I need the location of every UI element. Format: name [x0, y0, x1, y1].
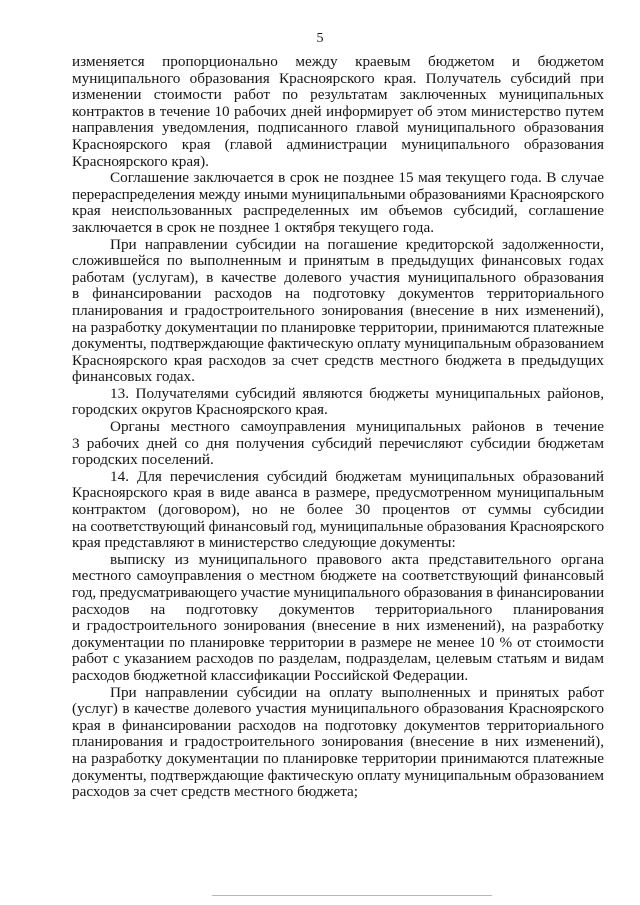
text-line: год, предусматривающего участие муниципального образования в финансировании	[72, 584, 604, 601]
text-line: перераспределения между иными муниципальными образованиями Красноярского	[72, 185, 604, 203]
text-line: сложившейся по выполненным и принятым в предыдущих финансовых годах	[72, 252, 604, 270]
text-line: документы, подтверждающие фактическую оплату муниципальным образованием	[72, 335, 604, 353]
text-line: Красноярского края).	[72, 152, 209, 170]
text-line: работ с указанием расходов по разделам, подразделам, целевым статьям и видам	[72, 650, 604, 668]
text-line: планирования и градостроительного зонирования (внесение в них изменений),	[72, 301, 604, 319]
text-line: на разработку документации по планировке территории принимаются платежные	[72, 749, 604, 767]
text-line: городских округов Красноярского края.	[72, 401, 328, 419]
text-line: края в финансировании расходов на подготовку документов территориального	[72, 716, 604, 734]
body-text	[72, 54, 604, 801]
text-line: края неиспользованных распределенных им объемов субсидий, соглашение	[72, 202, 604, 220]
text-line: финансовых годах.	[72, 368, 195, 386]
text-line: на разработку документации по планировке территории, принимаются платежные	[72, 318, 604, 336]
text-line: края представляют в министерство следующие документы:	[72, 534, 456, 552]
text-line: работам (услугам), в качестве долевого участия муниципального образования	[72, 268, 604, 286]
text-line: При направлении субсидии на оплату выполненных и принятых работ	[110, 683, 604, 701]
text-line: документы, подтверждающие фактическую оплату муниципальным образованием	[72, 766, 604, 784]
text-line: контрактов в течение 10 рабочих дней информирует об этом министерство путем	[72, 102, 604, 120]
text-line: Органы местного самоуправления муниципальных районов в течение	[110, 418, 604, 436]
footer-rule	[212, 895, 492, 896]
text-line: и градостроительного зонирования (внесение в них изменений), на разработку	[72, 617, 604, 635]
text-line: (услуг) в качестве долевого участия муниципального образования Красноярского	[72, 700, 604, 718]
text-line: расходов на подготовку документов территориального планирования	[72, 600, 604, 618]
text-line: направления уведомления, подписанного главой муниципального образования	[72, 119, 604, 137]
text-line: городских поселений.	[72, 451, 214, 469]
text-line: Красноярского края (главой администрации муниципального образования	[72, 135, 604, 153]
text-line: заключается в срок не позднее 1 октября текущего года.	[72, 218, 435, 236]
text-line: в финансировании расходов на подготовку документов территориального	[72, 285, 604, 303]
text-line: контрактом (договором), но не более 30 процентов от суммы субсидии	[72, 501, 604, 519]
text-line: местного самоуправления о местном бюджете на соответствующий финансовый	[72, 567, 604, 585]
text-line: расходов за счет средств местного бюджета;	[72, 783, 358, 801]
text-line: изменении стоимости работ по результатам заключенных муниципальных	[72, 86, 604, 104]
text-line: Красноярского края расходов за счет средств местного бюджета в предыдущих	[72, 351, 604, 369]
text-line: Красноярского края в виде аванса в размере, предусмотренном муниципальным	[72, 484, 604, 502]
text-line: планирования и градостроительного зонирования (внесение в них изменений),	[72, 733, 604, 751]
text-line: изменяется пропорционально между краевым бюджетом и бюджетом	[72, 53, 604, 70]
text-line: 14. Для перечисления субсидий бюджетам муниципальных образований	[110, 467, 604, 485]
text-line: документации по планировке территории в размере не менее 10 % от стоимости	[72, 633, 604, 651]
text-line: муниципального образования Красноярского края. Получатель субсидий при	[72, 69, 604, 87]
text-line: расходов бюджетной классификации Российской Федерации.	[72, 666, 469, 684]
page-number: 5	[316, 31, 324, 46]
text-line: При направлении субсидии на погашение кредиторской задолженности,	[110, 235, 604, 253]
text-line: 3 рабочих дней со дня получения субсидий перечисляют субсидии бюджетам	[72, 434, 604, 452]
text-line: 13. Получателями субсидий являются бюджеты муниципальных районов,	[110, 384, 604, 402]
text-line: выписку из муниципального правового акта представительного органа	[110, 550, 604, 568]
text-line: на соответствующий финансовый год, муниципальные образования Красноярского	[72, 517, 604, 535]
text-line: Соглашение заключается в срок не позднее 15 мая текущего года. В случае	[110, 169, 604, 187]
